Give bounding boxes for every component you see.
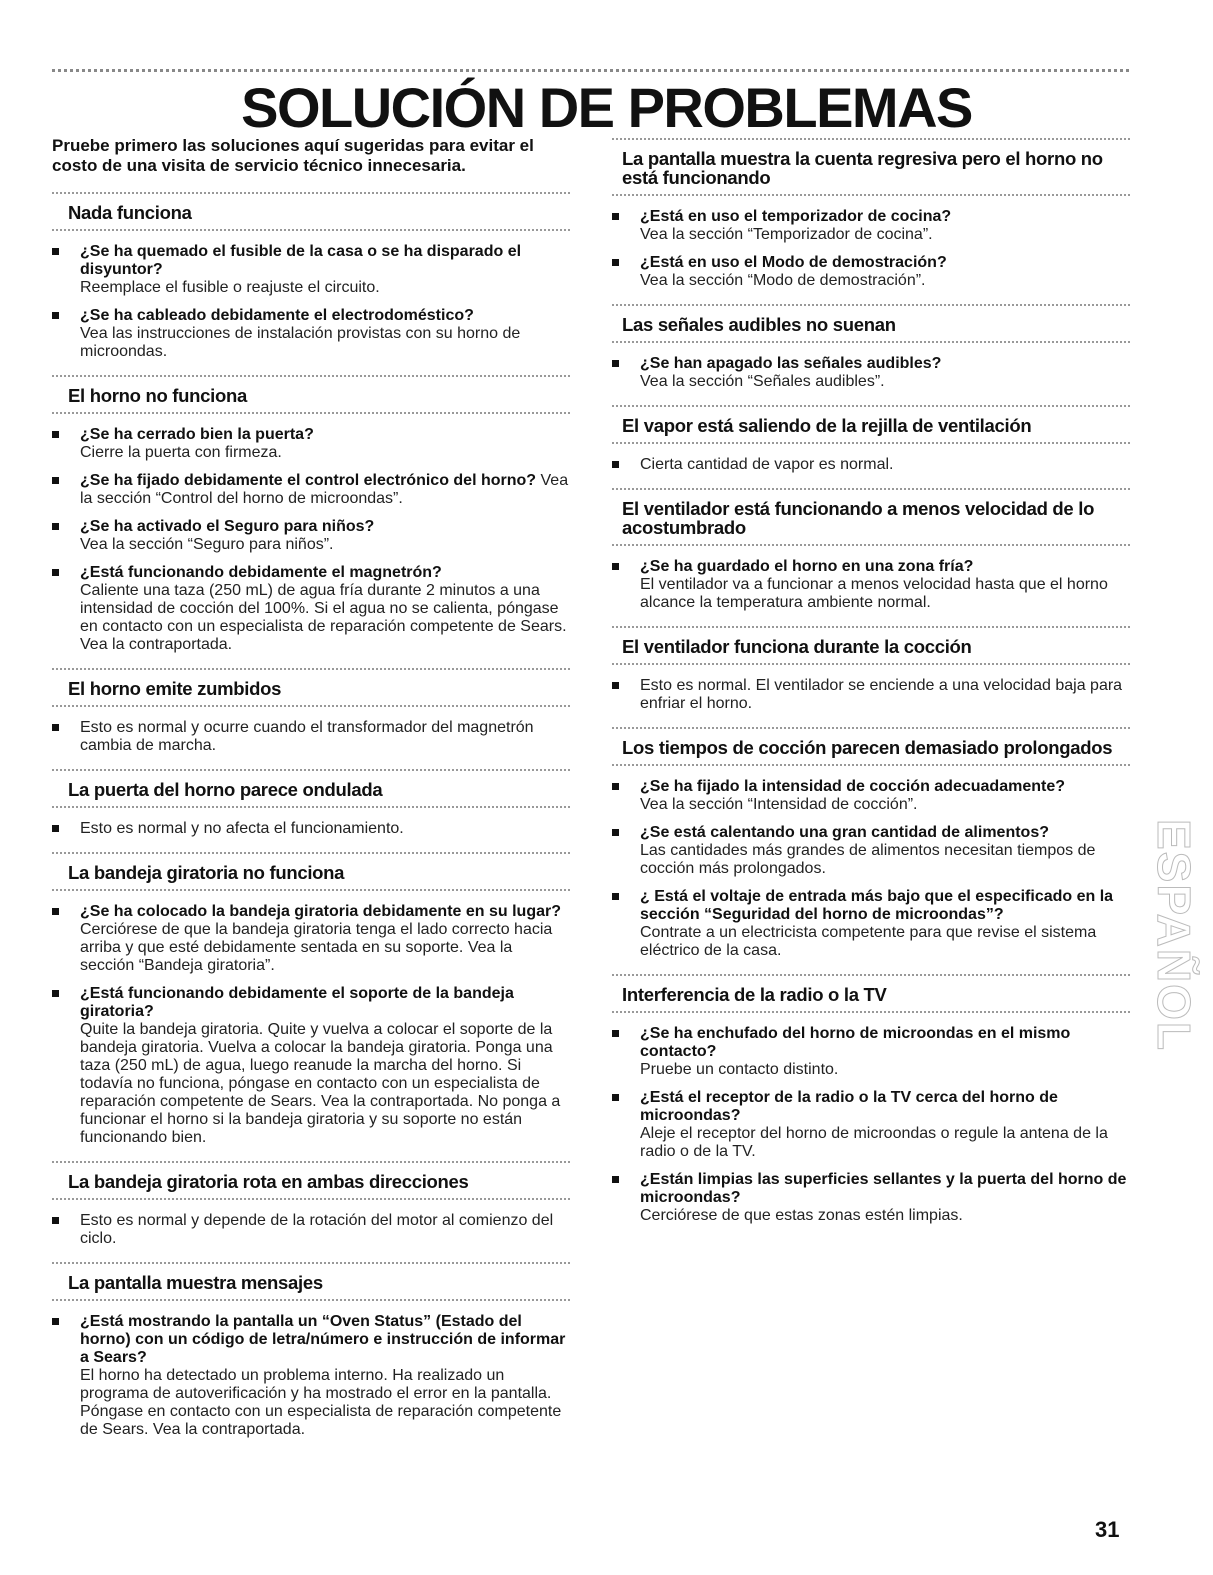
section-title: La puerta del horno parece ondulada xyxy=(68,779,383,800)
square-bullet-icon xyxy=(52,990,59,997)
square-bullet-icon xyxy=(52,248,59,255)
troubleshooting-section xyxy=(612,405,1130,474)
square-bullet-icon xyxy=(52,431,59,438)
section-title: El horno emite zumbidos xyxy=(68,678,282,699)
question-text: ¿ Está el voltaje de entrada más bajo que el especificado en la sección “Seguridad del horno de microondas”? xyxy=(640,888,1114,923)
answer-text: Vea la sección “Control del horno de microondas”. xyxy=(80,472,569,507)
question-text: ¿Se ha fijado la intensidad de cocción adecuadamente? xyxy=(640,778,1065,795)
square-bullet-icon xyxy=(612,360,619,367)
section-title: El vapor está saliendo de la rejilla de ventilación xyxy=(622,415,1032,436)
answer-text: Cierre la puerta con firmeza. xyxy=(80,444,282,461)
answer-text: Aleje el receptor del horno de microondas o regule la antena de la radio o de la TV. xyxy=(640,1125,1108,1160)
answer-text: Vea la sección “Intensidad de cocción”. xyxy=(640,796,918,813)
item-list xyxy=(612,558,1130,612)
section-divider xyxy=(612,663,1130,665)
section-title: El ventilador está funcionando a menos velocidad de lo acostumbrado xyxy=(622,498,1095,538)
answer-text: Cerciórese de que estas zonas estén limpias. xyxy=(640,1207,963,1224)
section-divider xyxy=(52,1299,570,1301)
section-divider xyxy=(612,341,1130,343)
section-title: Interferencia de la radio o la TV xyxy=(622,984,887,1005)
troubleshooting-section xyxy=(52,852,570,1147)
square-bullet-icon xyxy=(612,829,619,836)
section-divider xyxy=(52,806,570,808)
square-bullet-icon xyxy=(612,893,619,900)
answer-text: Vea las instrucciones de instalación provistas con su horno de microondas. xyxy=(80,325,521,360)
answer-text: Cierta cantidad de vapor es normal. xyxy=(640,456,894,473)
list-item xyxy=(612,254,1130,290)
answer-text: Vea la sección “Señales audibles”. xyxy=(640,373,885,390)
list-item xyxy=(52,564,570,654)
troubleshooting-section xyxy=(52,1262,570,1439)
list-item xyxy=(612,456,1130,474)
list-item xyxy=(612,1171,1130,1225)
troubleshooting-section xyxy=(612,974,1130,1225)
section-divider xyxy=(52,1198,570,1200)
list-item xyxy=(52,820,570,838)
answer-text: El ventilador va a funcionar a menos velocidad hasta que el horno alcance la temperatura ambiente normal. xyxy=(640,576,1108,611)
list-item xyxy=(612,677,1130,713)
item-list xyxy=(52,1212,570,1248)
list-item xyxy=(612,824,1130,878)
item-list xyxy=(612,355,1130,391)
square-bullet-icon xyxy=(52,312,59,319)
intro-text: Pruebe primero las soluciones aquí sugeridas para evitar el costo de una visita de servicio técnico innecesaria. xyxy=(52,136,534,175)
section-title: La pantalla muestra la cuenta regresiva pero el horno no está funcionando xyxy=(622,148,1103,188)
left-column xyxy=(52,136,570,1453)
square-bullet-icon xyxy=(612,259,619,266)
square-bullet-icon xyxy=(612,682,619,689)
troubleshooting-section xyxy=(612,488,1130,612)
answer-text: Vea la sección “Temporizador de cocina”. xyxy=(640,226,933,243)
question-text: ¿Se ha enchufado del horno de microondas en el mismo contacto? xyxy=(640,1025,1071,1060)
list-item xyxy=(612,355,1130,391)
item-list xyxy=(52,426,570,654)
answer-text: Contrate a un electricista competente para que revise el sistema eléctrico de la casa. xyxy=(640,924,1097,959)
answer-text: Caliente una taza (250 mL) de agua fría durante 2 minutos a una intensidad de cocción del 100%. Si el agua no se calienta, póngase en contacto con un especialista de reparación competente de Sears. Vea la contraportada. xyxy=(80,582,567,653)
troubleshooting-section xyxy=(52,769,570,838)
question-text: ¿Está funcionando debidamente el soporte de la bandeja giratoria? xyxy=(80,985,514,1020)
item-list xyxy=(612,778,1130,960)
answer-text: Reemplace el fusible o reajuste el circuito. xyxy=(80,279,380,296)
question-text: ¿Se ha activado el Seguro para niños? xyxy=(80,518,375,535)
question-text: ¿Está en uso el temporizador de cocina? xyxy=(640,208,952,225)
section-title: La pantalla muestra mensajes xyxy=(68,1272,323,1293)
answer-text: Cerciórese de que la bandeja giratoria tenga el lado correcto hacia arriba y que esté debidamente sentada en su soporte. Vea la sección “Bandeja giratoria”. xyxy=(80,921,553,974)
list-item xyxy=(612,1025,1130,1079)
question-text: ¿Se ha cerrado bien la puerta? xyxy=(80,426,314,443)
square-bullet-icon xyxy=(612,1030,619,1037)
item-list xyxy=(52,1313,570,1439)
list-item xyxy=(52,426,570,462)
language-tab-label: ESPAÑOL xyxy=(1148,818,1200,1052)
right-sections xyxy=(612,138,1130,1225)
list-item xyxy=(52,243,570,297)
list-item xyxy=(52,903,570,975)
answer-text: Esto es normal. El ventilador se enciende a una velocidad baja para enfriar el horno. xyxy=(640,677,1123,712)
item-list xyxy=(612,677,1130,713)
section-divider xyxy=(52,229,570,231)
question-text: ¿Está mostrando la pantalla un “Oven Status” (Estado del horno) con un código de letra/número e instrucción de informar a Sears? xyxy=(80,1313,566,1366)
section-title: La bandeja giratoria no funciona xyxy=(68,862,345,883)
list-item xyxy=(612,208,1130,244)
section-divider xyxy=(52,705,570,707)
list-item xyxy=(52,719,570,755)
question-text: ¿Se ha colocado la bandeja giratoria debidamente en su lugar? xyxy=(80,903,561,920)
item-list xyxy=(52,820,570,838)
list-item xyxy=(612,558,1130,612)
question-text: ¿Se han apagado las señales audibles? xyxy=(640,355,942,372)
question-text: ¿Se ha quemado el fusible de la casa o se ha disparado el disyuntor? xyxy=(80,243,522,278)
section-title: Los tiempos de cocción parecen demasiado prolongados xyxy=(622,737,1113,758)
square-bullet-icon xyxy=(612,563,619,570)
section-divider xyxy=(52,889,570,891)
section-divider xyxy=(612,764,1130,766)
answer-text: Esto es normal y no afecta el funcionamiento. xyxy=(80,820,404,837)
right-column xyxy=(612,138,1130,1239)
question-text: ¿Está en uso el Modo de demostración? xyxy=(640,254,947,271)
troubleshooting-section xyxy=(612,626,1130,713)
list-item xyxy=(612,778,1130,814)
page-number: 31 xyxy=(1095,1517,1120,1542)
answer-text: Vea la sección “Modo de demostración”. xyxy=(640,272,926,289)
troubleshooting-section xyxy=(52,668,570,755)
section-title: Las señales audibles no suenan xyxy=(622,314,896,335)
square-bullet-icon xyxy=(52,825,59,832)
section-title: El ventilador funciona durante la cocción xyxy=(622,636,972,657)
top-dotted-rule xyxy=(52,69,1129,72)
troubleshooting-section xyxy=(52,375,570,654)
square-bullet-icon xyxy=(52,569,59,576)
square-bullet-icon xyxy=(52,1318,59,1325)
page-title: SOLUCIÓN DE PROBLEMAS xyxy=(241,76,972,139)
answer-text: Pruebe un contacto distinto. xyxy=(640,1061,839,1078)
answer-text: Esto es normal y ocurre cuando el transformador del magnetrón cambia de marcha. xyxy=(80,719,534,754)
section-title: Nada funciona xyxy=(68,202,192,223)
question-text: ¿Está el receptor de la radio o la TV cerca del horno de microondas? xyxy=(640,1089,1058,1124)
question-text: ¿Se está calentando una gran cantidad de alimentos? xyxy=(640,824,1049,841)
question-text: ¿Se ha fijado debidamente el control electrónico del horno? xyxy=(80,472,537,489)
troubleshooting-section xyxy=(612,727,1130,960)
troubleshooting-section xyxy=(52,192,570,361)
square-bullet-icon xyxy=(612,1094,619,1101)
question-text: ¿Está funcionando debidamente el magnetrón? xyxy=(80,564,442,581)
list-item xyxy=(52,1212,570,1248)
section-divider xyxy=(52,412,570,414)
item-list xyxy=(52,719,570,755)
square-bullet-icon xyxy=(52,724,59,731)
answer-text: El horno ha detectado un problema interno. Ha realizado un programa de autoverificación y ha mostrado el error en la pantalla. Póngase en contacto con un especialista de reparación competente de Sears. Vea la contraportada. xyxy=(80,1367,562,1438)
square-bullet-icon xyxy=(612,1176,619,1183)
answer-text: Las cantidades más grandes de alimentos necesitan tiempos de cocción más prolongados. xyxy=(640,842,1096,877)
troubleshooting-section xyxy=(52,1161,570,1248)
square-bullet-icon xyxy=(52,1217,59,1224)
section-divider xyxy=(612,1011,1130,1013)
item-list xyxy=(612,208,1130,290)
troubleshooting-section xyxy=(612,138,1130,290)
list-item xyxy=(52,1313,570,1439)
square-bullet-icon xyxy=(52,523,59,530)
item-list xyxy=(612,1025,1130,1225)
list-item xyxy=(612,1089,1130,1161)
square-bullet-icon xyxy=(52,477,59,484)
square-bullet-icon xyxy=(612,461,619,468)
answer-text: Vea la sección “Seguro para niños”. xyxy=(80,536,334,553)
list-item xyxy=(612,888,1130,960)
square-bullet-icon xyxy=(52,908,59,915)
item-list xyxy=(612,456,1130,474)
list-item xyxy=(52,472,570,508)
list-item xyxy=(52,518,570,554)
question-text: ¿Están limpias las superficies sellantes y la puerta del horno de microondas? xyxy=(640,1171,1127,1206)
section-divider xyxy=(612,442,1130,444)
section-divider xyxy=(612,194,1130,196)
item-list xyxy=(52,903,570,1147)
section-title: La bandeja giratoria rota en ambas direcciones xyxy=(68,1171,469,1192)
answer-text: Esto es normal y depende de la rotación del motor al comienzo del ciclo. xyxy=(80,1212,554,1247)
item-list xyxy=(52,243,570,361)
troubleshooting-section xyxy=(612,304,1130,391)
square-bullet-icon xyxy=(612,783,619,790)
section-title: El horno no funciona xyxy=(68,385,247,406)
left-sections xyxy=(52,192,570,1439)
question-text: ¿Se ha cableado debidamente el electrodoméstico? xyxy=(80,307,474,324)
list-item xyxy=(52,985,570,1147)
list-item xyxy=(52,307,570,361)
answer-text: Quite la bandeja giratoria. Quite y vuelva a colocar el soporte de la bandeja giratoria. Vuelva a colocar la bandeja giratoria. Ponga una taza (250 mL) de agua, luego reanude la marcha del horno. Si todavía no funciona, póngase en contacto con un especialista de reparación competente de Sears. Vea la contraportada. No ponga a funcionar el horno si la bandeja giratoria y su soporte no están funcionando bien. xyxy=(80,1021,561,1146)
section-divider xyxy=(612,544,1130,546)
question-text: ¿Se ha guardado el horno en una zona fría? xyxy=(640,558,974,575)
language-side-tab xyxy=(1146,815,1202,1055)
square-bullet-icon xyxy=(612,213,619,220)
